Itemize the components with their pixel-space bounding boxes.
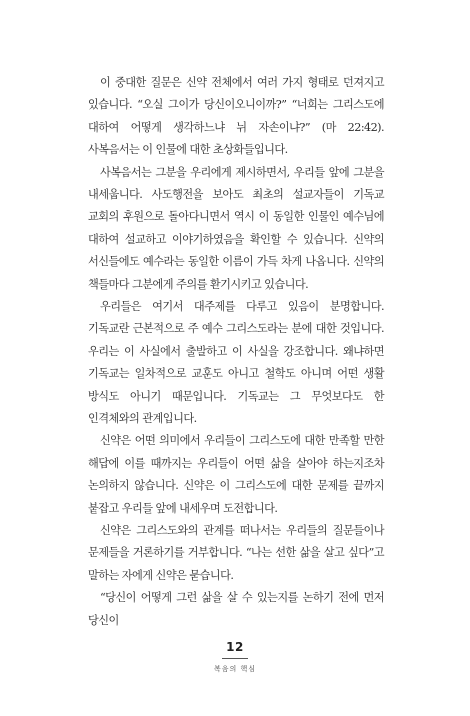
paragraph: 우리들은 여기서 대주제를 다루고 있음이 분명합니다. 기독교란 근본적으로 주 예수 그리스도라는 분에 대한 것입니다. 우리는 이 사실에서 출발하고 이 사실을 강조합니다. 왜냐하면 기독교는 일차적으로 교훈도 아니고 철학도 아니며 어떤 생활 방식도 아니기 때문입니다. 기독교는 그 무엇보다도 한 인격체와의 관계입니다. bbox=[88, 300, 384, 426]
body-text-bottom bbox=[88, 296, 384, 632]
paragraph: 신약은 그리스도와의 관계를 떠나서는 우리들의 질문들이나 문제들을 거론하기를 거부합니다. “나는 선한 삶을 살고 싶다”고 말하는 자에게 신약은 묻습니다. bbox=[88, 524, 384, 582]
paragraph: 사복음서는 그분을 우리에게 제시하면서, 우리들 앞에 그분을 내세웁니다. 사도행전을 보아도 최초의 설교자들이 기독교 교회의 후원으로 돌아다니면서 역시 이 동일한 인물인 예수님에 대하여 설교하고 이야기하였음을 확인할 수 있습니다. 신약의 서신들에도 예수라는 동일한 이름이 가득 차게 나옵니다. 신약의 책들마다 그분에게 주의를 환기시키고 있습니다. bbox=[88, 165, 384, 291]
body-text-top bbox=[88, 72, 384, 296]
paragraph: 신약은 어떤 의미에서 우리들이 그리스도에 대한 만족할 만한 해답에 이를 때까지는 우리들이 어떤 삶을 살아야 하는지조차 논의하지 않습니다. 신약은 이 그리스도에 대한 문제를 끝까지 붙잡고 우리들 앞에 내세우며 도전합니다. bbox=[88, 434, 384, 515]
paragraph: “당신이 어떻게 그런 삶을 살 수 있는지를 논하기 전에 먼저 당신이 bbox=[88, 591, 384, 627]
footer-divider bbox=[222, 658, 248, 659]
running-title: 복음의 핵심 bbox=[213, 665, 257, 673]
paragraph: 이 중대한 질문은 신약 전체에서 여러 가지 형태로 던져지고 있습니다. “오실 그이가 당신이오니이까?” “너희는 그리스도에 대하여 어떻게 생각하느냐 뉘 자손이냐?” (마 22:42). 사복음서는 이 인물에 대한 초상화들입니다. bbox=[88, 76, 384, 157]
page-number: 12 bbox=[226, 640, 244, 654]
